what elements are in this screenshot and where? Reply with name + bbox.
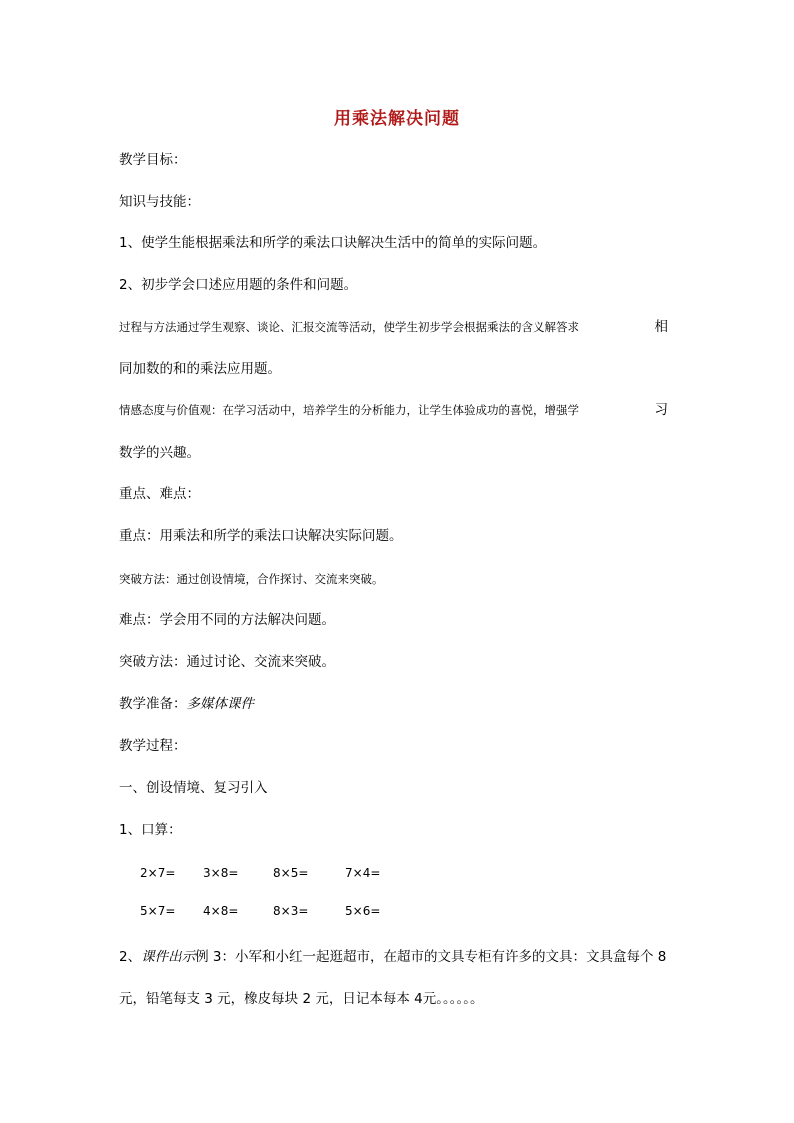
- oral-math-item: 8×5=: [273, 866, 309, 880]
- oral-math-item: 7×4=: [345, 866, 381, 880]
- document-title: 用乘法解决问题: [334, 109, 460, 129]
- knowledge-item-1: 1、使学生能根据乘法和所学的乘法口诀解决生活中的简单的实际问题。: [119, 235, 547, 251]
- example-3-prefix: 2、: [119, 949, 142, 965]
- objectives-heading: 教学目标：: [119, 152, 187, 168]
- difficulty-point: 难点：学会用不同的方法解决问题。: [119, 612, 335, 628]
- process-heading: 教学过程：: [119, 738, 187, 754]
- preparation-label: 教学准备：: [119, 696, 187, 712]
- example-3-text: 例 3：小军和小红一起逛超市，在超市的文具专柜有许多的文具：文具盒每个 8: [195, 949, 667, 965]
- oral-math-row-2: [140, 901, 395, 921]
- oral-math-item: 3×8=: [203, 866, 239, 880]
- emotion-line-1-end: 习: [654, 402, 668, 418]
- oral-math-item: 4×8=: [203, 904, 239, 918]
- preparation-line: [119, 694, 254, 714]
- oral-calc-heading: 1、口算：: [119, 822, 182, 838]
- section-1-heading: 一、创设情境、复习引入: [119, 780, 268, 796]
- difficulty-method: 突破方法：通过讨论、交流来突破。: [119, 654, 335, 670]
- process-method-line-1-end: 相: [654, 319, 668, 335]
- key-point: 重点：用乘法和所学的乘法口诀解决实际问题。: [119, 528, 403, 544]
- key-difficulty-heading: 重点、难点：: [119, 486, 200, 502]
- oral-math-item: 8×3=: [273, 904, 309, 918]
- key-point-method: 突破方法：通过创设情境，合作探讨、交流来突破。: [119, 572, 384, 586]
- process-method-line-2: 同加数的和的乘法应用题。: [119, 361, 281, 377]
- example-3-line-1: [119, 947, 666, 967]
- knowledge-heading: 知识与技能：: [119, 194, 200, 210]
- knowledge-item-2: 2、初步学会口述应用题的条件和问题。: [119, 277, 358, 293]
- example-3-courseware: 课件出示: [141, 949, 196, 965]
- emotion-line-1: 情感态度与价值观：在学习活动中，培养学生的分析能力，让学生体验成功的喜悦，增强学: [119, 403, 579, 417]
- emotion-line-2: 数学的兴趣。: [119, 445, 200, 461]
- process-method-line-1: 过程与方法通过学生观察、谈论、汇报交流等活动，使学生初步学会根据乘法的含义解答求: [119, 320, 579, 334]
- oral-math-row-1: [140, 863, 395, 883]
- example-3-line-2: 元，铅笔每支 3 元，橡皮每块 2 元，日记本每本 4元。。。。。。: [119, 991, 484, 1007]
- oral-math-item: 5×6=: [345, 904, 381, 918]
- oral-math-item: 5×7=: [140, 904, 176, 918]
- oral-math-item: 2×7=: [140, 866, 176, 880]
- preparation-value: 多媒体课件: [186, 696, 254, 712]
